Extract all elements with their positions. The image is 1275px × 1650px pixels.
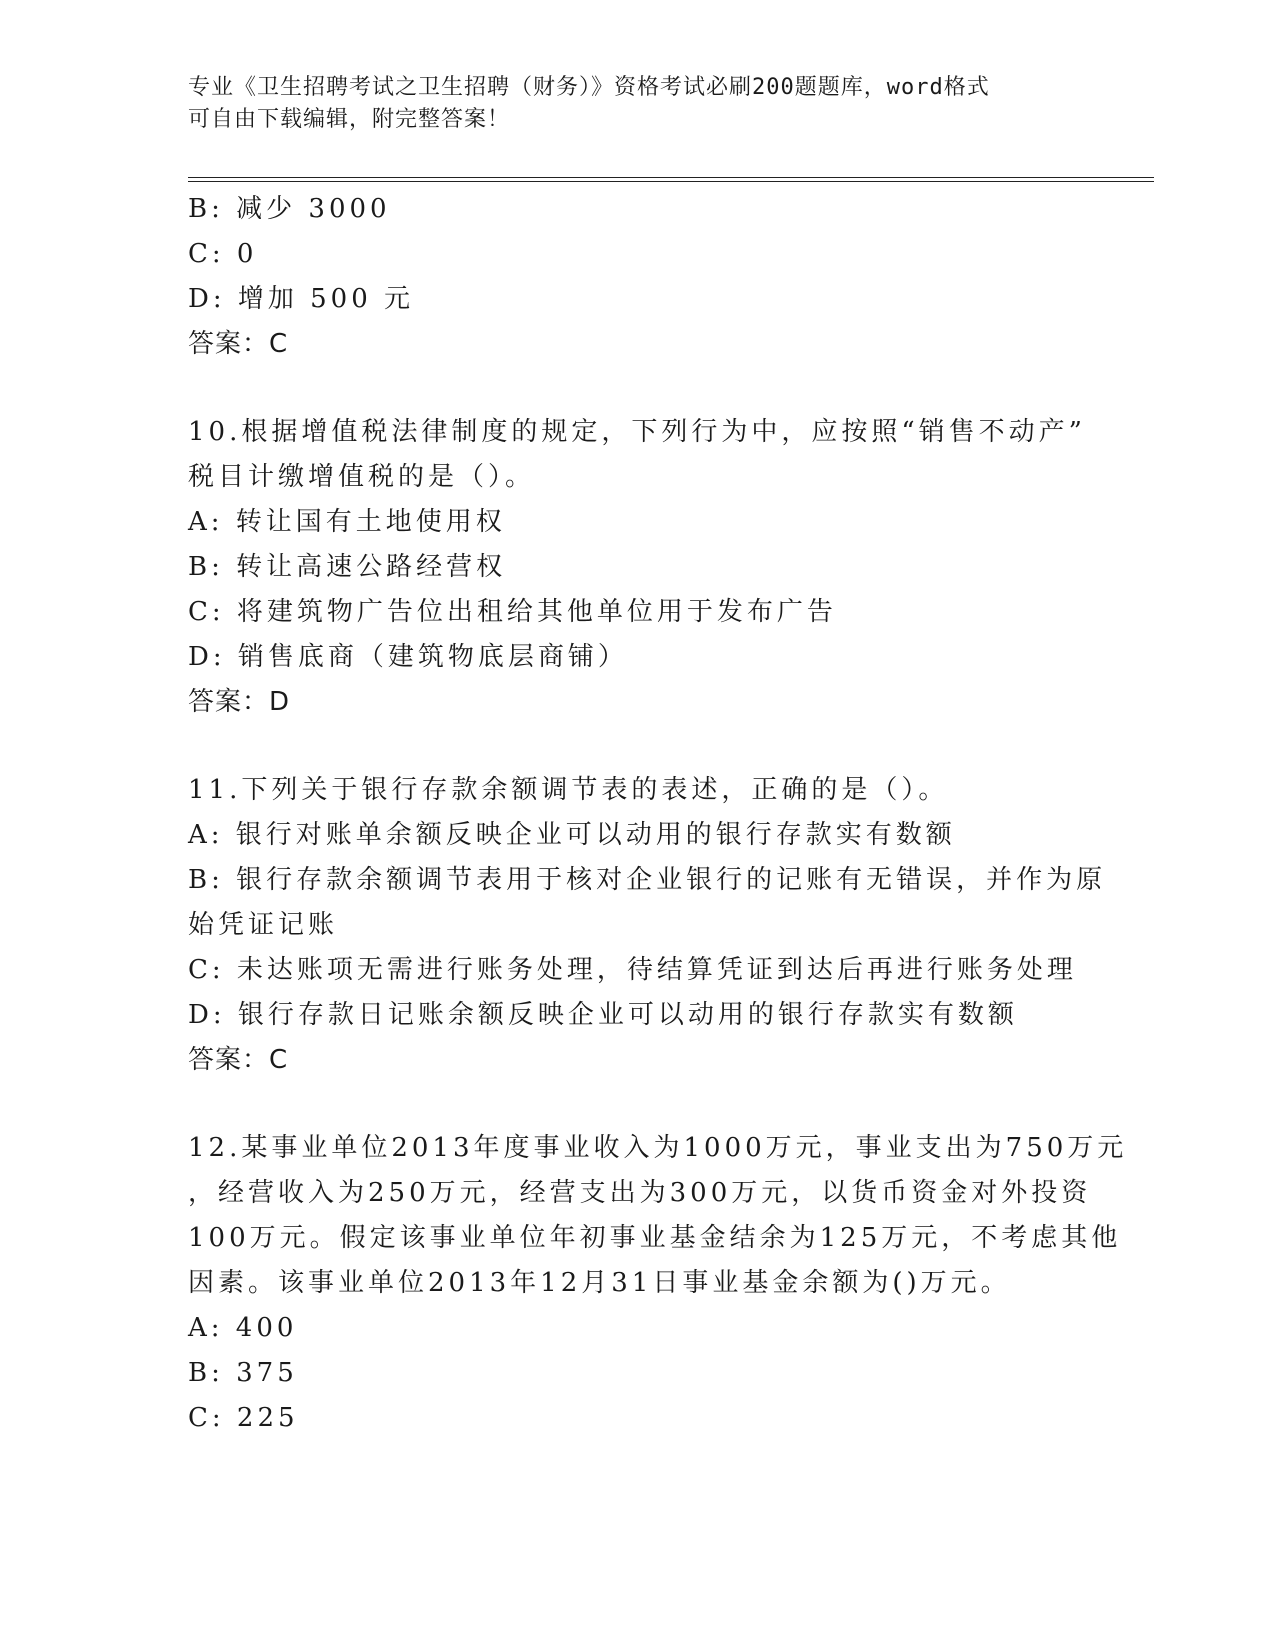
header-rule-top	[188, 177, 1154, 178]
q11-option-c: C: 未达账项无需进行账务处理，待结算凭证到达后再进行账务处理	[188, 955, 1077, 985]
q10-option-b: B: 转让高速公路经营权	[188, 552, 507, 582]
prev-option-c: C: 0	[188, 239, 258, 269]
prev-answer: 答案：C	[188, 329, 289, 359]
q10-option-c: C: 将建筑物广告位出租给其他单位用于发布广告	[188, 597, 837, 627]
prev-option-b: B: 减少 3000	[188, 194, 391, 224]
q11-option-a: A: 银行对账单余额反映企业可以动用的银行存款实有数额	[188, 820, 956, 850]
q11-stem-line-1: 11.下列关于银行存款余额调节表的表述，正确的是（）。	[188, 775, 949, 805]
header-line-1: 专业《卫生招聘考试之卫生招聘（财务）》资格考试必刷200题题库，word格式	[188, 75, 990, 100]
q11-option-b-line-1: B: 银行存款余额调节表用于核对企业银行的记账有无错误，并作为原	[188, 865, 1107, 895]
q10-stem-line-1: 10.根据增值税法律制度的规定，下列行为中，应按照“销售不动产”	[188, 417, 1086, 447]
q10-option-a: A: 转让国有土地使用权	[188, 507, 506, 537]
q11-option-b-line-2: 始凭证记账	[188, 910, 339, 940]
q10-option-d: D: 销售底商（建筑物底层商铺）	[188, 642, 628, 672]
q12-stem-line-3: 100万元。假定该事业单位年初事业基金结余为125万元，不考虑其他	[188, 1223, 1122, 1253]
header-rule-bottom	[188, 181, 1154, 182]
q12-stem-line-4: 因素。该事业单位2013年12月31日事业基金余额为()万元。	[188, 1268, 1011, 1298]
q12-option-c: C: 225	[188, 1403, 299, 1433]
q12-option-b: B: 375	[188, 1358, 298, 1388]
q12-option-a: A: 400	[188, 1313, 298, 1343]
q10-answer: 答案：D	[188, 687, 291, 717]
header-line-2: 可自由下载编辑，附完整答案！	[188, 107, 511, 132]
prev-option-d: D: 增加 500 元	[188, 284, 415, 314]
q11-answer: 答案：C	[188, 1045, 289, 1075]
q10-stem-line-2: 税目计缴增值税的是（）。	[188, 462, 536, 492]
q12-stem-line-1: 12.某事业单位2013年度事业收入为1000万元，事业支出为750万元	[188, 1133, 1128, 1163]
q12-stem-line-2: ，经营收入为250万元，经营支出为300万元，以货币资金对外投资	[188, 1178, 1092, 1208]
q11-option-d: D: 银行存款日记账余额反映企业可以动用的银行存款实有数额	[188, 1000, 1018, 1030]
